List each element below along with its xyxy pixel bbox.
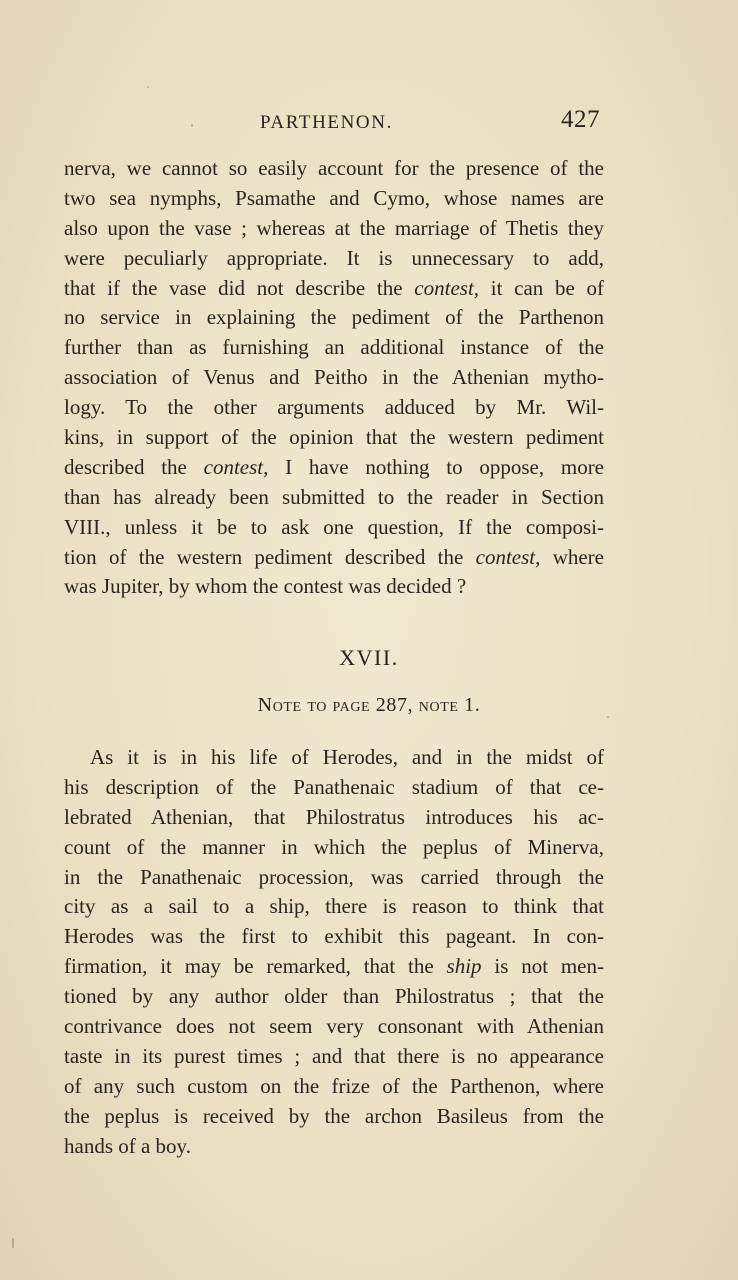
text-line: taste in its purest times ; and that there is no appearance bbox=[64, 1043, 604, 1068]
page-number: 427 bbox=[561, 106, 600, 133]
text-line: also upon the vase ; whereas at the marriage of Thetis they bbox=[64, 215, 604, 240]
text-line bbox=[64, 952, 604, 982]
text-line: kins, in support of the opinion that the western pediment bbox=[64, 425, 604, 450]
running-head bbox=[0, 106, 738, 136]
paper-speck bbox=[191, 124, 193, 127]
text-line: hands of a boy. bbox=[64, 1133, 191, 1158]
italic-word: contest, bbox=[414, 275, 480, 300]
paper-speck bbox=[12, 1238, 14, 1248]
text-line bbox=[64, 543, 604, 573]
text-segment: it can be of bbox=[479, 275, 605, 300]
italic-word: contest, bbox=[203, 454, 269, 479]
italic-word: ship bbox=[446, 954, 482, 979]
text-line bbox=[64, 274, 604, 304]
text-line bbox=[64, 453, 604, 483]
note-heading: Note to page 287, note 1. bbox=[257, 694, 481, 716]
text-line: Herodes was the first to exhibit this pageant. In con- bbox=[64, 924, 604, 949]
text-line: As it is in his life of Herodes, and in the midst of bbox=[90, 745, 604, 769]
text-line: were peculiarly appropriate. It is unnecessary to add, bbox=[64, 245, 604, 270]
text-line: nerva, we cannot so easily account for the presence of the bbox=[64, 156, 604, 180]
italic-word: contest, bbox=[475, 544, 541, 569]
text-segment: where bbox=[540, 544, 604, 569]
text-line: of any such custom on the frize of the Parthenon, where bbox=[64, 1073, 604, 1098]
text-segment: is not men- bbox=[481, 954, 605, 979]
text-segment: I have nothing to oppose, more bbox=[268, 454, 605, 479]
paragraph-note bbox=[64, 743, 604, 1161]
text-line: city as a sail to a ship, there is reason to think that bbox=[64, 894, 604, 919]
section-number: XVII. bbox=[339, 645, 399, 670]
text-line: lebrated Athenian, that Philostratus introduces his ac- bbox=[64, 804, 604, 829]
text-line: tioned by any author older than Philostratus ; that the bbox=[64, 984, 604, 1009]
text-line: two sea nymphs, Psamathe and Cymo, whose names are bbox=[64, 185, 604, 210]
text-line: his description of the Panathenaic stadium of that ce- bbox=[64, 774, 604, 799]
text-segment: described the bbox=[64, 454, 204, 479]
paper-speck bbox=[607, 716, 609, 718]
text-line: the peplus is received by the archon Basileus from the bbox=[64, 1103, 604, 1128]
running-head-title: PARTHENON. bbox=[260, 112, 393, 133]
text-segment: that if the vase did not describe the bbox=[64, 275, 415, 300]
text-line: than has already been submitted to the reader in Section bbox=[64, 484, 604, 509]
text-line: VIII., unless it be to ask one question, If the composi- bbox=[64, 514, 604, 539]
text-line: no service in explaining the pediment of the Parthenon bbox=[64, 305, 604, 330]
text-line: in the Panathenaic procession, was carried through the bbox=[64, 864, 604, 889]
text-segment: tion of the western pediment described the bbox=[64, 544, 476, 569]
text-line: contrivance does not seem very consonant with Athenian bbox=[64, 1014, 604, 1039]
text-line: was Jupiter, by whom the contest was decided ? bbox=[64, 574, 467, 599]
text-line: count of the manner in which the peplus of Minerva, bbox=[64, 834, 604, 859]
text-line: association of Venus and Peitho in the Athenian mytho- bbox=[64, 365, 604, 390]
text-line: further than as furnishing an additional instance of the bbox=[64, 335, 604, 360]
text-segment: firmation, it may be remarked, that the bbox=[64, 954, 447, 979]
paper-speck bbox=[147, 86, 149, 88]
text-line: logy. To the other arguments adduced by Mr. Wil- bbox=[64, 395, 604, 420]
paragraph-continued bbox=[64, 154, 604, 602]
